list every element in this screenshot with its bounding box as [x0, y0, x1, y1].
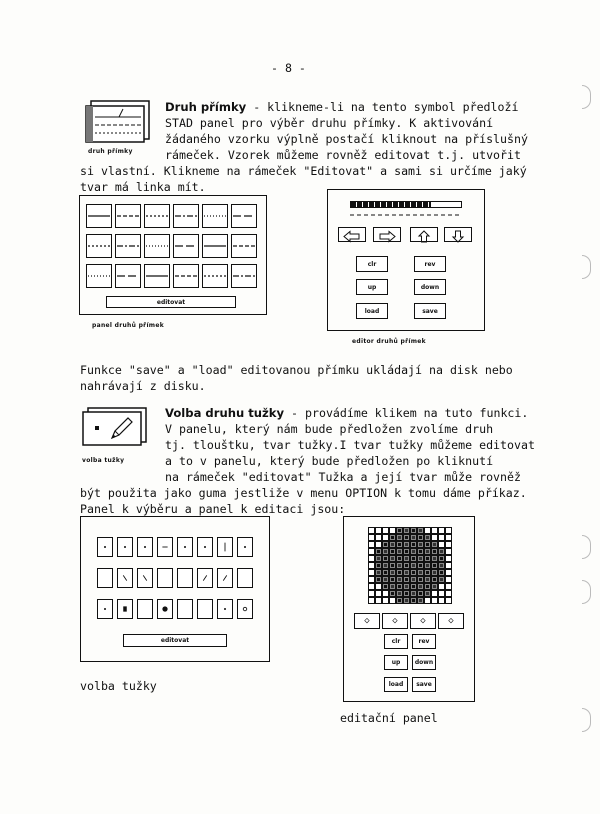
pixel-cell[interactable]: [431, 583, 438, 590]
pixel-cell[interactable]: [445, 541, 452, 548]
pen-shape-cell[interactable]: [197, 537, 213, 557]
pixel-cell[interactable]: [403, 590, 410, 597]
pixel-cell[interactable]: [410, 576, 417, 583]
arrow-up-button[interactable]: [410, 227, 438, 242]
pixel-cell[interactable]: [382, 569, 389, 576]
section2-heading: Volba druhu tužky: [165, 406, 285, 420]
pixel-cell[interactable]: [396, 590, 403, 597]
pixel-cell[interactable]: [375, 527, 382, 534]
pen-shape-cell[interactable]: [197, 568, 213, 588]
pen-type-panel-caption: volba tužky: [80, 679, 157, 693]
section1-line-3: žádaného vzorku výplně postačí kliknout na příslušný: [165, 132, 528, 146]
pixel-cell[interactable]: [368, 597, 375, 604]
pen-shape-cell[interactable]: [157, 599, 173, 619]
pixel-cell[interactable]: [445, 569, 452, 576]
pen-shape-cell[interactable]: [237, 537, 253, 557]
section2-line-1: Volba druhu tužky - provádíme klikem na tuto funkci.: [165, 406, 529, 420]
save-load-paragraph-line-2: nahrávají z disku.: [80, 379, 206, 393]
pixel-cell[interactable]: [396, 534, 403, 541]
pixel-cell[interactable]: [438, 576, 445, 583]
pen-shape-cell[interactable]: [97, 568, 113, 588]
pixel-cell[interactable]: [403, 576, 410, 583]
arrow-right-button[interactable]: [373, 227, 401, 242]
line-pattern-cell[interactable]: [115, 264, 141, 288]
pixel-cell[interactable]: [424, 583, 431, 590]
punch-hole: [582, 255, 591, 279]
line-editor-panel: [327, 189, 485, 331]
pen-shape-cell[interactable]: [137, 537, 153, 557]
pen-shape-cell[interactable]: [97, 537, 113, 557]
down-button[interactable]: down: [412, 655, 436, 670]
pixel-cell[interactable]: [431, 576, 438, 583]
pixel-cell[interactable]: [410, 597, 417, 604]
pixel-cell[interactable]: [396, 562, 403, 569]
pen-editor-panel-caption: editační panel: [340, 711, 438, 725]
pen-type-panel: [80, 516, 270, 662]
pen-shape-diamond-button[interactable]: [382, 613, 408, 629]
line-pattern-cell[interactable]: [144, 204, 170, 228]
pixel-cell[interactable]: [424, 527, 431, 534]
punch-hole: [582, 535, 591, 559]
line-pattern-cell[interactable]: [144, 264, 170, 288]
line-pattern-cell[interactable]: [144, 234, 170, 258]
pixel-cell[interactable]: [438, 590, 445, 597]
pixel-cell[interactable]: [375, 555, 382, 562]
line-pattern-cell[interactable]: [173, 204, 199, 228]
pixel-cell[interactable]: [417, 541, 424, 548]
line-pattern-cell[interactable]: [231, 204, 257, 228]
diamond-icon: ◇: [392, 615, 398, 626]
pixel-cell[interactable]: [417, 569, 424, 576]
punch-hole: [582, 85, 591, 109]
line-pattern-cell[interactable]: [86, 264, 112, 288]
pixel-cell[interactable]: [410, 534, 417, 541]
pixel-cell[interactable]: [424, 597, 431, 604]
section2-line-3: tj. tlouštku, tvar tužky.I tvar tužky můžeme editovat: [165, 438, 535, 452]
pixel-cell[interactable]: [403, 597, 410, 604]
pixel-cell[interactable]: [375, 569, 382, 576]
pixel-cell[interactable]: [375, 548, 382, 555]
pixel-cell[interactable]: [438, 534, 445, 541]
pixel-cell[interactable]: [445, 597, 452, 604]
pixel-cell[interactable]: [389, 576, 396, 583]
section2-line-2: V panelu, který nám bude předložen zvolíme druh: [165, 422, 494, 436]
pixel-cell[interactable]: [417, 576, 424, 583]
pixel-cell[interactable]: [403, 555, 410, 562]
line-pattern-bar[interactable]: [350, 201, 462, 208]
pixel-cell[interactable]: [389, 562, 396, 569]
pixel-cell[interactable]: [431, 541, 438, 548]
pixel-cell[interactable]: [396, 555, 403, 562]
pixel-cell[interactable]: [445, 534, 452, 541]
pixel-cell[interactable]: [382, 555, 389, 562]
pixel-cell[interactable]: [438, 548, 445, 555]
pixel-cell[interactable]: [368, 590, 375, 597]
pixel-cell[interactable]: [382, 541, 389, 548]
pixel-cell[interactable]: [389, 569, 396, 576]
pixel-cell[interactable]: [410, 583, 417, 590]
pixel-cell[interactable]: [382, 562, 389, 569]
pixel-cell[interactable]: [424, 590, 431, 597]
line-editor-panel-caption: editor druhů přímek: [352, 338, 426, 345]
pixel-cell[interactable]: [368, 576, 375, 583]
pixel-cell[interactable]: [368, 541, 375, 548]
section1-line-5: si vlastní. Klikneme na rámeček "Editovat" a sami si určíme jaký: [80, 164, 527, 178]
pixel-cell[interactable]: [417, 562, 424, 569]
punch-hole: [582, 708, 591, 732]
section2-line-6: být použita jako guma jestliže v menu OPTION k tomu dáme příkaz.: [80, 486, 527, 500]
pixel-cell[interactable]: [438, 597, 445, 604]
pixel-cell[interactable]: [431, 597, 438, 604]
pixel-cell[interactable]: [403, 569, 410, 576]
pixel-cell[interactable]: [368, 583, 375, 590]
pixel-cell[interactable]: [445, 590, 452, 597]
pixel-cell[interactable]: [368, 569, 375, 576]
pen-type-icon[interactable]: [82, 406, 148, 446]
pixel-cell[interactable]: [417, 583, 424, 590]
pixel-cell[interactable]: [438, 569, 445, 576]
pixel-cell[interactable]: [445, 555, 452, 562]
pixel-cell[interactable]: [417, 597, 424, 604]
pixel-cell[interactable]: [438, 527, 445, 534]
pixel-cell[interactable]: [389, 548, 396, 555]
pixel-cell[interactable]: [396, 597, 403, 604]
pixel-cell[interactable]: [396, 569, 403, 576]
pixel-cell[interactable]: [396, 576, 403, 583]
up-button[interactable]: up: [384, 655, 408, 670]
pixel-cell[interactable]: [424, 534, 431, 541]
editovat-button[interactable]: editovat: [106, 296, 236, 308]
pixel-cell[interactable]: [382, 576, 389, 583]
line-pattern-cell[interactable]: [202, 264, 228, 288]
pixel-cell[interactable]: [382, 534, 389, 541]
pixel-cell[interactable]: [438, 541, 445, 548]
pen-shape-cell[interactable]: [237, 599, 253, 619]
pen-shape-diamond-button[interactable]: [354, 613, 380, 629]
pixel-cell[interactable]: [368, 527, 375, 534]
pixel-cell[interactable]: [410, 590, 417, 597]
save-load-paragraph-line-1: Funkce "save" a "load" editovanou přímku ukládají na disk nebo: [80, 363, 513, 377]
up-button[interactable]: up: [356, 279, 388, 295]
pixel-cell[interactable]: [389, 590, 396, 597]
pixel-cell[interactable]: [389, 597, 396, 604]
pen-shape-cell[interactable]: [157, 568, 173, 588]
pixel-cell[interactable]: [403, 534, 410, 541]
pen-shape-diamond-button[interactable]: [410, 613, 436, 629]
pen-pixel-grid[interactable]: [368, 527, 452, 605]
pixel-cell[interactable]: [382, 590, 389, 597]
pixel-cell[interactable]: [375, 562, 382, 569]
diamond-icon: ◇: [420, 615, 426, 626]
pen-shape-cell[interactable]: [117, 537, 133, 557]
pixel-cell[interactable]: [431, 527, 438, 534]
rev-button[interactable]: rev: [414, 256, 446, 272]
section2-line-7: Panel k výběru a panel k editaci jsou:: [80, 502, 346, 516]
section2-line-4: a to v panelu, který bude předložen po kliknutí: [165, 454, 494, 468]
pixel-cell[interactable]: [431, 555, 438, 562]
pixel-cell[interactable]: [431, 590, 438, 597]
line-type-grid: [86, 204, 260, 290]
pixel-cell[interactable]: [403, 562, 410, 569]
pen-shape-cell[interactable]: [197, 599, 213, 619]
pen-shape-cell[interactable]: [97, 599, 113, 619]
line-pattern-cell[interactable]: [231, 234, 257, 258]
pixel-cell[interactable]: [396, 548, 403, 555]
pen-shape-cell[interactable]: [137, 568, 153, 588]
pixel-cell[interactable]: [424, 555, 431, 562]
pen-shape-cell[interactable]: [217, 568, 233, 588]
arrow-down-button[interactable]: [444, 227, 472, 242]
load-button[interactable]: load: [384, 677, 408, 692]
pixel-cell[interactable]: [396, 527, 403, 534]
line-pattern-cell[interactable]: [115, 204, 141, 228]
section1-line-4: rámeček. Vzorek můžeme rovněž editovat t.j. utvořit: [165, 148, 521, 162]
pixel-cell[interactable]: [410, 541, 417, 548]
line-pattern-cell[interactable]: [202, 204, 228, 228]
pixel-cell[interactable]: [445, 576, 452, 583]
pen-shape-cell[interactable]: [217, 599, 233, 619]
section1-line-2: STAD panel pro výběr druhu přímky. K aktivování: [165, 116, 494, 130]
page-number: - 8 -: [271, 61, 306, 75]
pixel-cell[interactable]: [368, 555, 375, 562]
pixel-cell[interactable]: [396, 583, 403, 590]
section1-heading: Druh přímky: [165, 100, 247, 114]
punch-hole: [582, 580, 591, 604]
pixel-cell[interactable]: [403, 527, 410, 534]
pixel-cell[interactable]: [382, 597, 389, 604]
pen-shape-cell[interactable]: [177, 568, 193, 588]
pen-shape-cell[interactable]: [237, 568, 253, 588]
arrow-left-button[interactable]: [338, 227, 366, 242]
save-button[interactable]: save: [412, 677, 436, 692]
clr-button[interactable]: clr: [356, 256, 388, 272]
pixel-cell[interactable]: [396, 541, 403, 548]
line-pattern-cell[interactable]: [173, 264, 199, 288]
pen-type-grid: [97, 537, 257, 627]
line-type-icon-caption: druh přímky: [88, 148, 133, 155]
pen-shape-cell[interactable]: [157, 537, 173, 557]
section2-line-5: na rámeček "editovat" Tužka a její tvar může rovněž: [165, 470, 521, 484]
pixel-cell[interactable]: [389, 583, 396, 590]
pixel-cell[interactable]: [368, 562, 375, 569]
diamond-icon: ◇: [448, 615, 454, 626]
pen-editor-panel: [343, 516, 475, 702]
pixel-cell[interactable]: [368, 548, 375, 555]
pixel-cell[interactable]: [417, 555, 424, 562]
pixel-cell[interactable]: [403, 541, 410, 548]
pixel-cell[interactable]: [438, 555, 445, 562]
pixel-cell[interactable]: [424, 562, 431, 569]
pixel-cell[interactable]: [431, 569, 438, 576]
pixel-cell[interactable]: [389, 527, 396, 534]
pen-shape-cell[interactable]: [177, 599, 193, 619]
pixel-cell[interactable]: [445, 548, 452, 555]
pixel-cell[interactable]: [410, 562, 417, 569]
pixel-cell[interactable]: [424, 548, 431, 555]
pixel-cell[interactable]: [375, 534, 382, 541]
load-button[interactable]: load: [356, 303, 388, 319]
pixel-cell[interactable]: [410, 527, 417, 534]
line-pattern-cell[interactable]: [115, 234, 141, 258]
line-type-panel-caption: panel druhů přímek: [92, 322, 165, 329]
save-button[interactable]: save: [414, 303, 446, 319]
pixel-cell[interactable]: [382, 527, 389, 534]
diamond-icon: ◇: [364, 615, 370, 626]
pixel-cell[interactable]: [403, 548, 410, 555]
pixel-cell[interactable]: [389, 555, 396, 562]
pixel-cell[interactable]: [410, 555, 417, 562]
line-type-icon[interactable]: [85, 97, 151, 143]
line-pattern-cell[interactable]: [86, 234, 112, 258]
pixel-cell[interactable]: [403, 583, 410, 590]
pixel-cell[interactable]: [375, 541, 382, 548]
pen-shape-cell[interactable]: [137, 599, 153, 619]
clr-button[interactable]: clr: [384, 634, 408, 649]
pixel-cell[interactable]: [389, 541, 396, 548]
pixel-cell[interactable]: [417, 548, 424, 555]
line-type-panel: [79, 195, 267, 315]
pixel-cell[interactable]: [375, 576, 382, 583]
line-pattern-cell[interactable]: [202, 234, 228, 258]
pen-shape-cell[interactable]: [117, 599, 133, 619]
pixel-cell[interactable]: [445, 527, 452, 534]
pixel-cell[interactable]: [424, 569, 431, 576]
rev-button[interactable]: rev: [412, 634, 436, 649]
pixel-cell[interactable]: [431, 562, 438, 569]
section1-line-6: tvar má linka mít.: [80, 180, 206, 194]
pixel-cell[interactable]: [382, 548, 389, 555]
down-button[interactable]: down: [414, 279, 446, 295]
pixel-cell[interactable]: [431, 534, 438, 541]
pixel-cell[interactable]: [417, 534, 424, 541]
pen-type-icon-caption: volba tužky: [82, 457, 125, 464]
pen-shape-diamond-button[interactable]: [438, 613, 464, 629]
pixel-cell[interactable]: [375, 597, 382, 604]
section1-line-1: Druh přímky - klikneme-li na tento symbol předloží: [165, 100, 519, 114]
pixel-cell[interactable]: [424, 576, 431, 583]
line-pattern-cell[interactable]: [86, 204, 112, 228]
pixel-cell[interactable]: [438, 562, 445, 569]
pixel-cell[interactable]: [410, 569, 417, 576]
line-pattern-cell[interactable]: [231, 264, 257, 288]
pixel-cell[interactable]: [417, 590, 424, 597]
pixel-cell[interactable]: [382, 583, 389, 590]
pixel-cell[interactable]: [389, 534, 396, 541]
pixel-cell[interactable]: [375, 590, 382, 597]
pixel-cell[interactable]: [424, 541, 431, 548]
pixel-cell[interactable]: [445, 583, 452, 590]
pixel-cell[interactable]: [417, 527, 424, 534]
pen-shape-cell[interactable]: [217, 537, 233, 557]
pen-shape-cell[interactable]: [117, 568, 133, 588]
pixel-cell[interactable]: [445, 562, 452, 569]
editovat-button[interactable]: editovat: [123, 634, 227, 647]
line-pattern-cell[interactable]: [173, 234, 199, 258]
pixel-cell[interactable]: [368, 534, 375, 541]
pixel-cell[interactable]: [410, 548, 417, 555]
pixel-cell[interactable]: [375, 583, 382, 590]
pixel-cell[interactable]: [431, 548, 438, 555]
pixel-cell[interactable]: [438, 583, 445, 590]
pen-shape-cell[interactable]: [177, 537, 193, 557]
